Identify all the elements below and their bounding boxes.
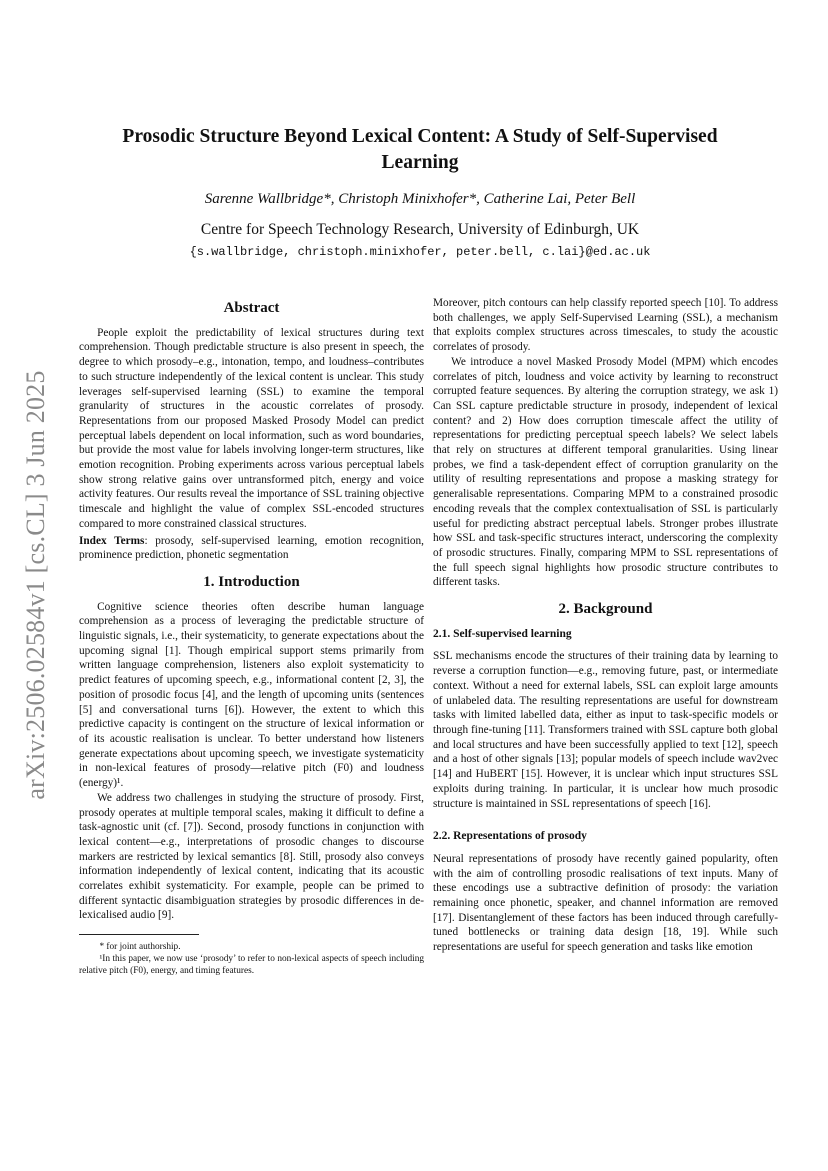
right-paragraph-1: Moreover, pitch contours can help classify reported speech [10]. To address both challenges, we apply Self-Supervised Learning (SSL), a mechanism that exploits complex structures across timescales, to study the acoustic correlates of prosody. [433,297,778,354]
background-heading: 2. Background [558,601,653,618]
intro-paragraph-1: Cognitive science theories often describe human language comprehension as a process of leveraging the predictable structure of linguistic signals, i.e., their systematicity, to generate expectations about the upcoming signal [1]. Though empirical support stems primarily from written language comprehension, listeners also exploit systematicity to predict features of upcoming speech, e.g., informational content [2, 3], the position of prosodic focus [4], and the length of upcoming units (sentences [5] and conversational turns [6]). However, the extent to which this predictive capacity is contingent on the structure of lexical information or of its acoustic realisation is unclear. To better understand how listeners generate expectations about upcoming speech, we investigate systematicity in non-lexical features of prosody—relative pitch (F0) and loudness (energy)¹. [79,600,424,790]
left-column [79,296,424,977]
prosody-representations-paragraph: Neural representations of prosody have recently gained popularity, often with the aim of controlling prosodic realisations of text inputs. Many of these encodings use a subtractive definition of prosody: the variation remaining once phonetic, speaker, and channel information are removed [17]. Disentanglement of these factors has been induced through carefully-tuned bottlenecks or training data design [18, 19]. While such representations are useful for speech generation and tasks like emotion [433,852,778,954]
intro-paragraph-2: We address two challenges in studying the structure of prosody. First, prosody operates at multiple temporal scales, making it difficult to define a task-agnostic unit (cf. [7]). Second, prosody functions in conjunction with lexical content—e.g., interpretations of prosodic changes to discourse markers are restricted by lexical semantics [8]. Still, prosody also conveys information independently of lexical content, indicating that its acoustic correlates exhibit systematicity. For example, people can be primed to different syntactic disambiguation strategies by prosodic differences in de-lexicalised audio [9]. [79,791,424,922]
arxiv-sidebar [14,350,58,820]
abstract-heading: Abstract [223,300,280,316]
author-list: Sarenne Wallbridge*, Christoph Minixhofer*, Catherine Lai, Peter Bell [204,191,636,207]
index-terms-label: Index Terms [79,534,145,547]
introduction-heading: 1. Introduction [203,573,300,590]
arxiv-identifier: arXiv:2506.02584v1 [cs.CL] 3 Jun 2025 [21,370,50,800]
footnote-rule [79,934,199,935]
footnote-prosody-definition: ¹In this paper, we now use ‘prosody’ to refer to non-lexical aspects of speech including relative pitch (F0), energy, and timing features. [79,954,424,977]
section-gap [433,811,778,821]
footnote-joint-authorship: * for joint authorship. [99,942,181,953]
index-terms [79,534,424,563]
abstract-body: People exploit the predictability of lexical structures during text comprehension. Though predictable structure is also present in speech, the degree to which prosody–e.g., intonation, tempo, and loudness–contributes to such structure independently of the lexical content is unclear. This study leverages self-supervised learning (SSL) to examine the temporal granularity of structures in the acoustic correlates of prosody. Representations from our proposed Masked Prosody Model can predict perceptual labels dependent on local information, such as word boundaries, but provide the most value for labels involving longer-term structures, like emotion recognition. Probing experiments across various perceptual labels show strong relative gains over untransformed pitch, energy and voice activity features. Our results reveal the importance of SSL training objective timescale and highlight the value of complex SSL-encoded structures compared to more constrained classical structures. [79,326,424,530]
affiliation: Centre for Speech Technology Research, University of Edinburgh, UK [200,221,640,238]
right-column [433,296,778,955]
ssl-subheading: 2.1. Self-supervised learning [433,627,572,640]
paper-title: Prosodic Structure Beyond Lexical Content: A Study of Self-Supervised Learning [122,126,718,173]
right-paragraph-2: We introduce a novel Masked Prosody Model (MPM) which encodes correlates of pitch, loudness and voice activity by learning to reconstruct corrupted feature sequences. By altering the corruption strategy, we ask 1) Can SSL capture predictable structure in prosody, independent of lexical content? and 2) How does corruption timescale affect the utility of representations for predicting perceptual speech labels? We select labels that rely on structures at different temporal granularities. Using linear probes, we find a task-dependent effect of corruption granularity on the utility of resulting representations and propose a masking strategy for generalisable representations. Comparing MPM to a constrained prosodic encoding reveals that the complex contextualisation of SSL is particularly useful for predicting abstract perceptual labels. Stronger probes illustrate how SSL and task-specific structures interact, underscoring the complexity of prosodic structures. Finally, comparing MPM to SSL representations of the full speech signal highlights how prosodic structure contributes to different tasks. [433,355,778,589]
prosody-representations-subheading: 2.2. Representations of prosody [433,830,587,843]
index-terms-text: : prosody, self-supervised learning, emotion recognition, prominence prediction, phonetic segmentation [79,534,424,562]
ssl-paragraph: SSL mechanisms encode the structures of their training data by learning to reverse a corruption function—e.g., removing future, past, or intermediate context. Without a need for external labels, SSL can exploit large amounts of unlabeled data. The resulting representations are useful for downstream tasks with limited labelled data, either as input to task-specific models or through fine-tuning [11]. Transformers trained with SSL capture both global and local structures and have been successfully applied to text [12], speech and a host of other signals [13]; popular models of speech include wav2vec [14] and HuBERT [15]. However, it is unclear which input structures SSL exploits during training. In particular, it is unclear how much prosodic structure is maintained in SSL representations of speech [16]. [433,650,778,810]
email-addresses: {s.wallbridge, christoph.minixhofer, peter.bell, c.lai}@ed.ac.uk [189,245,651,259]
